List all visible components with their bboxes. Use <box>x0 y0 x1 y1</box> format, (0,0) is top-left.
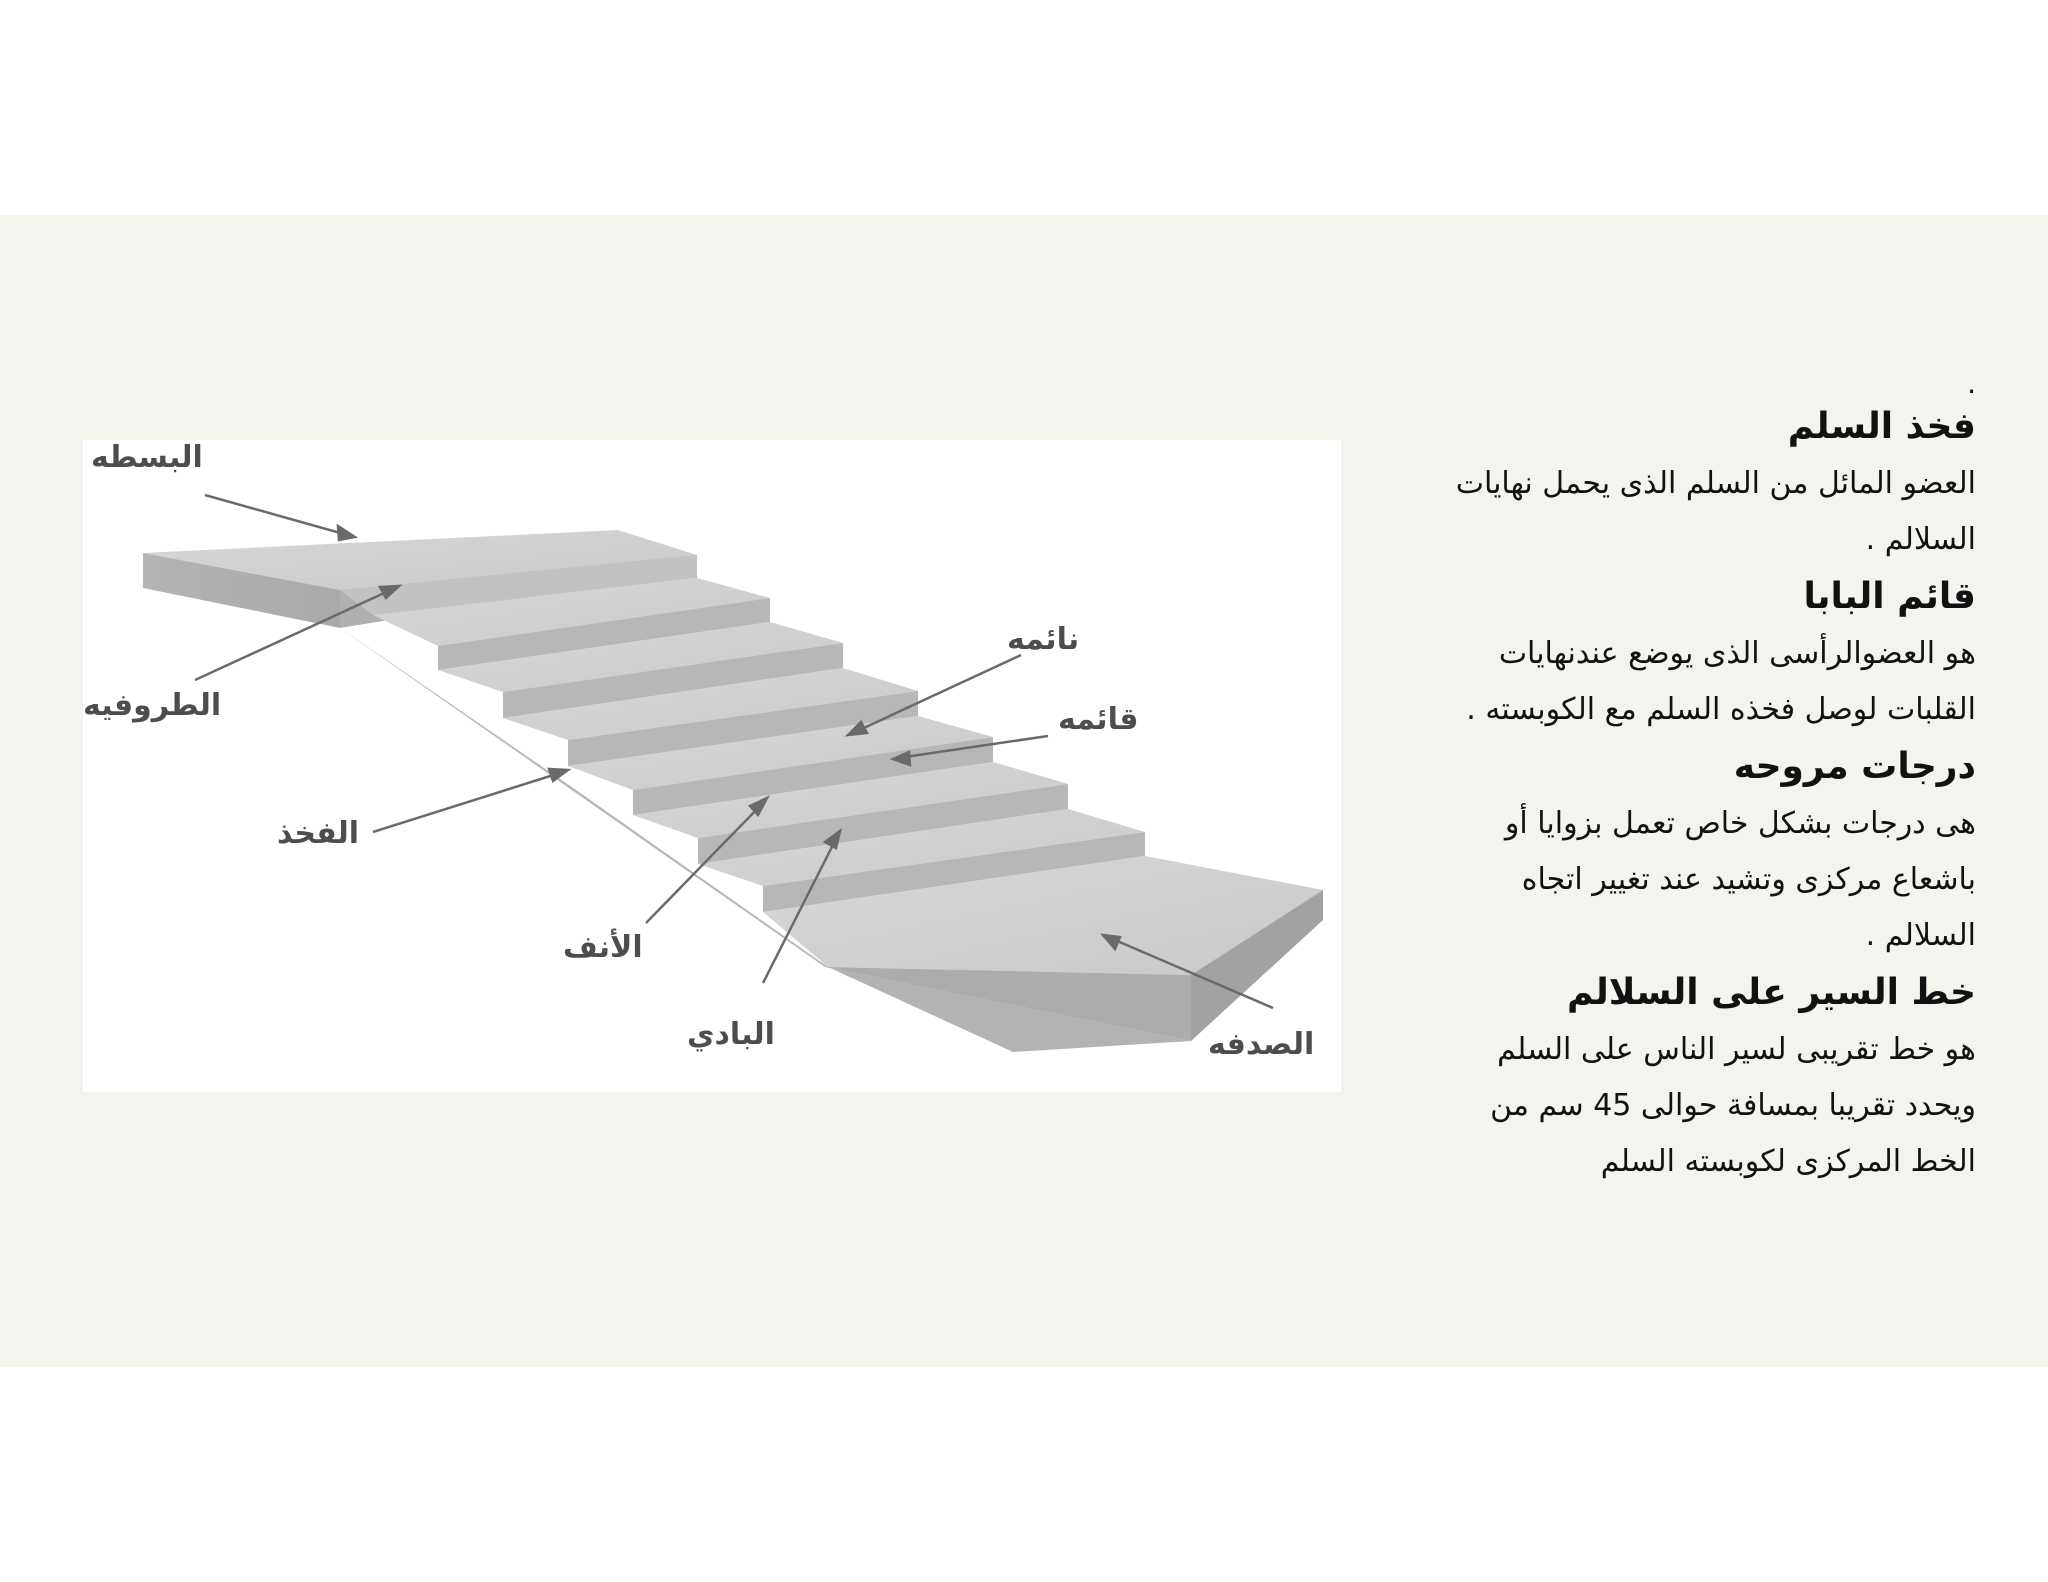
label-landing-top: البسطه <box>91 440 203 475</box>
definition-line: العضو المائل من السلم الذى يحمل نهايات <box>1455 466 1976 501</box>
label-edge: الطروفيه <box>83 688 222 723</box>
heading-newel-post: قائم البابا <box>1803 576 1976 617</box>
definition-line: هو العضوالرأسى الذى يوضع عندنهايات <box>1498 636 1976 671</box>
heading-winder-steps: درجات مروحه <box>1733 746 1976 787</box>
steps <box>340 555 1145 912</box>
label-tread: نائمه <box>1007 622 1080 657</box>
definition-line: الخط المركزى لكوبسته السلم <box>1600 1144 1976 1179</box>
staircase-figure <box>83 440 1341 1092</box>
label-first-step: البادي <box>687 1017 775 1052</box>
staircase-illustration <box>83 440 1341 1092</box>
definition-line: ويحدد تقريبا بمسافة حوالى 45 سم من <box>1490 1088 1976 1123</box>
heading-walking-line: خط السير على السلالم <box>1567 972 1976 1013</box>
definition-line: السلالم . <box>1865 918 1976 953</box>
leading-dot: . <box>1967 367 1976 400</box>
definition-line: هى درجات بشكل خاص تعمل بزوايا أو <box>1504 806 1976 841</box>
definition-line: باشعاع مركزى وتشيد عند تغيير اتجاه <box>1521 862 1976 897</box>
label-stringer: الفخذ <box>277 816 360 851</box>
label-landing-bottom: الصدفه <box>1208 1027 1315 1062</box>
definition-line: السلالم . <box>1865 522 1976 557</box>
label-nosing: الأنف <box>563 930 643 965</box>
label-riser: قائمه <box>1058 702 1139 737</box>
definition-line: القلبات لوصل فخذه السلم مع الكوبسته . <box>1466 692 1976 727</box>
definitions-panel <box>1360 367 1976 1190</box>
heading-stringer: فخذ السلم <box>1787 406 1976 447</box>
definition-line: هو خط تقريبى لسير الناس على السلم <box>1497 1032 1976 1067</box>
